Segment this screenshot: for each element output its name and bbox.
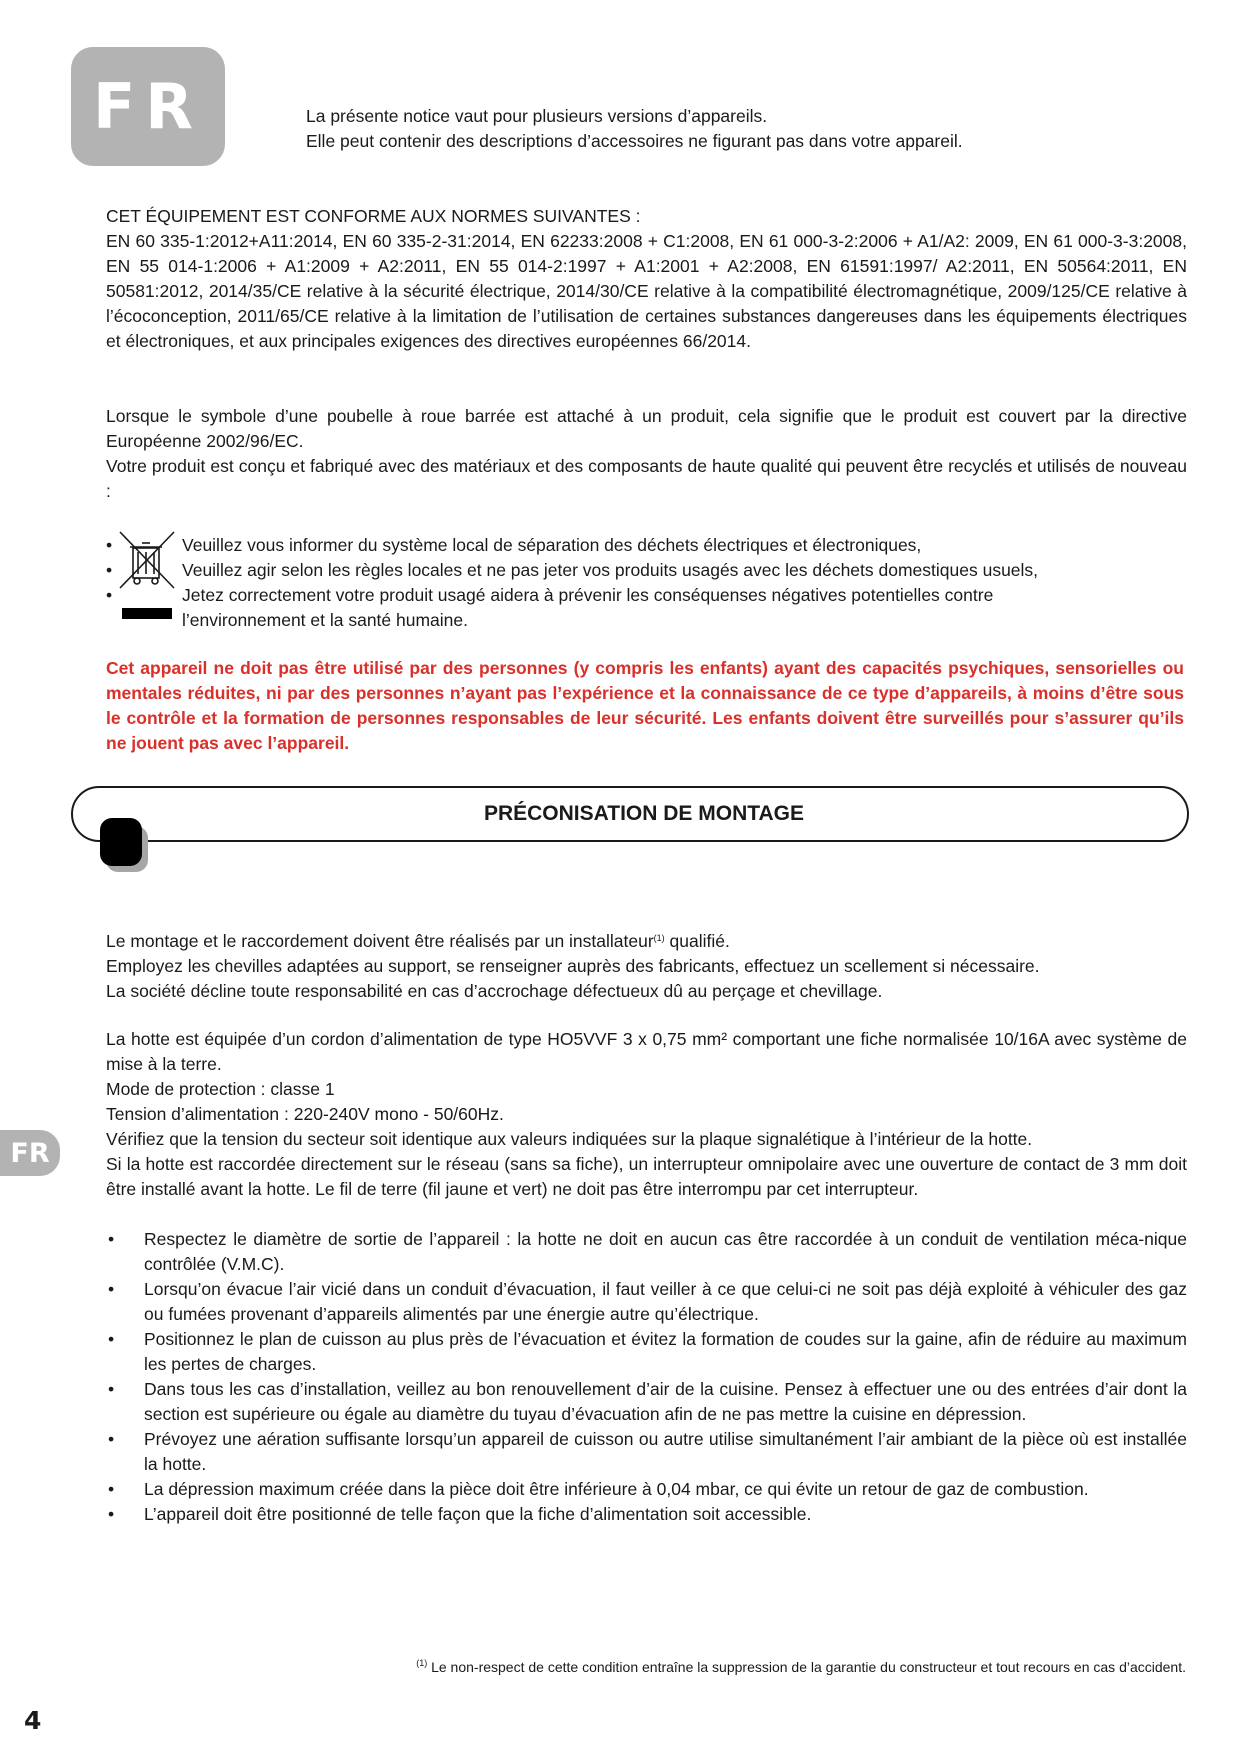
footnote [416, 1658, 1186, 1675]
intro-line-1: La présente notice vaut pour plusieurs versions d’appareils. [306, 106, 768, 126]
bullet: • [108, 1429, 115, 1449]
montage-line-1 [106, 926, 1187, 954]
list-item [106, 1502, 1187, 1527]
weee-block [106, 404, 1187, 504]
montage-line-2: Employez les chevilles adaptées au support, se renseigner auprès des fabricants, effectuez un scellement si nécessaire. [106, 956, 1040, 976]
electrical-cord: La hotte est équipée d’un cordon d’alimentation de type HO5VVF 3 x 0,75 mm² comportant une fiche normalisée 10/16A avec système de mise à la terre. [106, 1029, 1187, 1074]
list-item-text: Jetez correctement votre produit usagé aidera à prévenir les conséquenses négatives potentielles contre [182, 585, 994, 605]
bullet: • [106, 560, 113, 580]
montage-line-3: La société décline toute responsabilité en cas d’accrochage défectueux dû au perçage et chevillage. [106, 981, 883, 1001]
bullet: • [108, 1479, 115, 1499]
protection-mode: Mode de protection : classe 1 [106, 1079, 335, 1099]
intro-line-2: Elle peut contenir des descriptions d’accessoires ne figurant pas dans votre appareil. [306, 131, 963, 151]
montage-line-1-end: qualifié. [664, 931, 730, 951]
bullet: • [108, 1229, 115, 1249]
list-item-text: l’environnement et la santé humaine. [182, 610, 469, 630]
list-item [106, 1427, 1187, 1477]
bullet: • [106, 535, 113, 555]
crossed-out-wheelie-bin-icon [118, 530, 176, 622]
footnote-marker: (1) [416, 1658, 428, 1668]
list-item [106, 1277, 1187, 1327]
list-item [106, 1477, 1187, 1502]
list-item-text: Lorsqu’on évacue l’air vicié dans un conduit d’évacuation, il faut veiller à ce que celui-ci ne soit pas déjà exploité à véhiculer des gaz ou fumées provenant d’appareils alimentés par une énergie autre qu’électrique. [144, 1279, 1187, 1324]
list-item-text: Respectez le diamètre de sortie de l’appareil : la hotte ne doit en aucun cas être raccordée à un conduit de ventilation méca-nique contrôlée (V.M.C). [144, 1229, 1187, 1274]
language-side-tab: FR [0, 1130, 60, 1176]
list-item-text: Veuillez vous informer du système local de séparation des déchets électriques et électroniques, [182, 535, 922, 555]
weee-paragraph-1: Lorsque le symbole d’une poubelle à roue barrée est attaché à un produit, cela signifie que le produit est couvert par la directive Européenne 2002/96/EC. [106, 406, 1187, 451]
weee-paragraph-2: Votre produit est conçu et fabriqué avec des matériaux et des composants de haute qualité qui peuvent être recyclés et utilisés de nouveau : [106, 456, 1187, 501]
list-item [106, 1377, 1187, 1427]
norms-text: EN 60 335-1:2012+A11:2014, EN 60 335-2-31:2014, EN 62233:2008 + C1:2008, EN 61 000-3-2:2006 + A1/A2: 2009, EN 61 000-3-3:2008, EN 55 014-1:2006 + A1:2009 + A2:2011, EN 55 014-2:1997 + A1:2001 + A2:2008, EN 61591:1997/ A2:2011, EN 50564:2011, EN 50581:2012, 2014/35/CE relative à la sécurité électrique, 2014/30/CE relative à la compatibilité électromagnétique, 2009/125/CE relative à l’écoconception, 2011/65/CE relative à la limitation de l’utilisation de certaines substances dangereuses dans les équipements électriques et électroniques, et aux principales exigences des directives européennes 66/2014. [106, 231, 1187, 351]
bullet: • [108, 1279, 115, 1299]
list-item [106, 558, 1187, 583]
weee-list [106, 533, 1187, 633]
list-item-text: Veuillez agir selon les règles locales et ne pas jeter vos produits usagés avec les déchets domestiques usuels, [182, 560, 1039, 580]
list-item-text: Dans tous les cas d’installation, veillez au bon renouvellement d’air de la cuisine. Pensez à effectuer une ou des entrées d’air dont la section est supérieure ou égale au diamètre du tuyau d’évacuation afin de ne pas mettre la cuisine en dépression. [144, 1379, 1187, 1424]
footnote-ref: (1) [653, 933, 665, 943]
supply-voltage: Tension d’alimentation : 220-240V mono - 50/60Hz. [106, 1104, 504, 1124]
list-item [106, 583, 1187, 608]
norms-block [106, 204, 1187, 354]
safety-warning: Cet appareil ne doit pas être utilisé par des personnes (y compris les enfants) ayant des capacités psychiques, sensorielles ou mentales réduites, ni par des personnes n’ayant pas l’expérience et la connaissance de ce type d’appareils, à moins d’être sous le contrôle et la formation de personnes responsables de leur sécurité. Les enfants doivent être surveillés pour s’assurer qu’ils ne jouent pas avec l’appareil. [106, 658, 1184, 753]
list-item-text: Prévoyez une aération suffisante lorsqu’un appareil de cuisson ou autre utilise simultanément l’air ambiant de la pièce où est installée la hotte. [144, 1429, 1187, 1474]
list-item [106, 1227, 1187, 1277]
bullet: • [108, 1379, 115, 1399]
list-item-continuation [106, 608, 1187, 633]
list-item [106, 533, 1187, 558]
list-item-text: Positionnez le plan de cuisson au plus près de l’évacuation et évitez la formation de coudes sur la gaine, afin de réduire au maximum les pertes de charges. [144, 1329, 1187, 1374]
norms-heading: CET ÉQUIPEMENT EST CONFORME AUX NORMES SUIVANTES : [106, 206, 641, 226]
bullet: • [106, 585, 113, 605]
direct-connection: Si la hotte est raccordée directement sur le réseau (sans sa fiche), un interrupteur omnipolaire avec une ouverture de contact de 3 mm doit être installé avant la hotte. Le fil de terre (fil jaune et vert) ne doit pas être interrompu par cet interrupteur. [106, 1154, 1187, 1199]
list-item [106, 1327, 1187, 1377]
language-badge: FR [71, 47, 225, 166]
voltage-check: Vérifiez que la tension du secteur soit identique aux valeurs indiquées sur la plaque signalétique à l’intérieur de la hotte. [106, 1129, 1033, 1149]
footnote-text: Le non-respect de cette condition entraîne la suppression de la garantie du constructeur et tout recours en cas d’accident. [427, 1659, 1186, 1675]
installation-bullets [106, 1227, 1187, 1527]
page-number: 4 [24, 1706, 42, 1735]
section-title: PRÉCONISATION DE MONTAGE [483, 802, 805, 825]
montage-block [106, 926, 1187, 1004]
bullet: • [108, 1504, 115, 1524]
list-item-text: L’appareil doit être positionné de telle façon que la fiche d’alimentation soit accessible. [144, 1504, 812, 1524]
montage-line-1-text: Le montage et le raccordement doivent être réalisés par un installateur [106, 931, 654, 951]
bullet: • [108, 1329, 115, 1349]
list-item-text: La dépression maximum créée dans la pièce doit être inférieure à 0,04 mbar, ce qui évite un retour de gaz de combustion. [144, 1479, 1089, 1499]
electrical-block [106, 1027, 1187, 1202]
intro-notice [306, 104, 963, 154]
